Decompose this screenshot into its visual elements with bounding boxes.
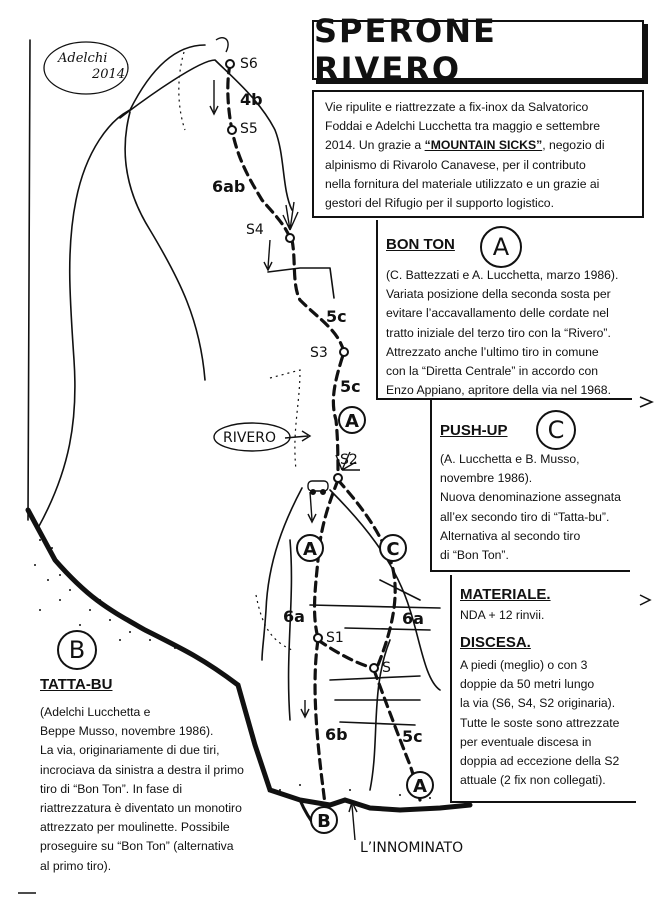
rock-outline-inner	[125, 112, 205, 380]
route-letter-start-b: B	[317, 811, 331, 832]
bon-ton-line-1: (C. Battezzati e A. Lucchetta, marzo 1986).	[386, 268, 619, 282]
tatta-bu-line-4: incrociava da sinistra a destra il primo	[40, 762, 244, 777]
push-up-line-1: (A. Lucchetta e B. Musso,	[440, 452, 580, 466]
bon-ton-text	[386, 266, 648, 400]
grade-s1-a: 6a	[283, 607, 305, 626]
tatta-bu-heading: TATTA-BU	[40, 676, 113, 693]
tatta-bu-letter: B	[57, 630, 97, 670]
push-up-heading: PUSH-UP	[440, 422, 508, 439]
push-up-text	[440, 450, 640, 565]
bon-ton-line-2: Variata posizione della seconda sosta per	[386, 287, 611, 302]
rock-outline-lower	[262, 488, 302, 660]
dotted-line-middle	[270, 370, 300, 470]
signature-name: Adelchi	[58, 51, 108, 66]
page-title: SPERONE RIVERO	[312, 20, 644, 80]
belay-s	[370, 664, 378, 672]
tatta-bu-line-9: al primo tiro).	[40, 858, 112, 873]
tatta-bu-line-6: riattrezzatura è diventato un monotiro	[40, 801, 242, 816]
grade-b-s1: 6b	[325, 725, 348, 744]
belay-label-s4: S4	[246, 222, 264, 238]
discesa-line-5: per eventuale discesa in	[460, 734, 592, 749]
rock-slab-lines	[310, 580, 440, 725]
bon-ton-line-4: tratto iniziale del terzo tiro con la “Rivero”.	[386, 325, 611, 340]
grade-s-c: 6a	[402, 609, 424, 628]
tatta-bu-line-5: tiro di “Bon Ton”. In fase di	[40, 781, 183, 796]
bon-ton-heading: BON TON	[386, 236, 455, 253]
push-up-line-4: all’ex secondo tiro di “Tatta-bu”.	[440, 509, 610, 524]
materiale-text: NDA + 12 rinvii.	[460, 608, 545, 622]
belay-label-s6: S6	[240, 56, 258, 72]
intro-line-2: Foddai e Adelchi Lucchetta tra maggio e settembre	[325, 119, 601, 134]
grade-s4-s3: 5c	[326, 307, 347, 326]
belay-s1	[314, 634, 322, 642]
push-up-line-2: novembre 1986).	[440, 471, 533, 486]
route-letter-left-a: A	[303, 539, 317, 560]
bon-ton-line-5: Attrezzato anche l’ultimo tiro in comune	[386, 344, 599, 359]
belay-label-s3: S3	[310, 345, 328, 361]
intro-line-5: nella fornitura del materiale utilizzato e un grazie ai	[325, 176, 600, 191]
intro-line-4: alpinismo di Rivarolo Canavese, per il contributo	[325, 157, 586, 172]
dotted-line-upper	[179, 52, 185, 130]
belay-label-s2: S2	[340, 452, 358, 468]
intro-text	[325, 98, 632, 213]
bon-ton-letter: A	[480, 226, 522, 268]
intro-line-1: Vie ripulite e riattrezzate a fix-inox da Salvatorico	[325, 100, 589, 114]
mountain-sicks-brand: “MOUNTAIN SICKS”	[424, 138, 543, 153]
vehicles	[308, 481, 328, 494]
grade-s3-s2: 5c	[340, 377, 361, 396]
belay-s4	[286, 234, 294, 242]
discesa-line-7: attuale (2 fix non collegati).	[460, 773, 606, 788]
route-letter-right-c: C	[386, 539, 400, 560]
innominato-label: L’INNOMINATO	[360, 840, 464, 856]
arrow-s6-curl	[216, 38, 228, 52]
route-letter-upper-a: A	[345, 411, 359, 432]
rivero-label: RIVERO	[223, 430, 277, 446]
intro-line-3-post: , negozio di	[542, 138, 605, 153]
discesa-line-2: doppie da 50 metri lungo	[460, 677, 595, 692]
push-up-letter: C	[536, 410, 576, 450]
intro-box	[312, 90, 644, 218]
rock-ledge	[268, 268, 334, 298]
grade-s5-s4: 6ab	[212, 177, 246, 196]
push-up-line-5: Alternativa al secondo tiro	[440, 528, 581, 543]
rock-outline-left	[28, 40, 205, 528]
belay-s6	[226, 60, 234, 68]
tatta-bu-line-1: (Adelchi Lucchetta e	[40, 705, 151, 719]
push-up-line-3: Nuova denominazione assegnata	[440, 490, 621, 505]
tatta-bu-text	[40, 703, 280, 876]
intro-line-6: gestori del Rifugio per il supporto logistico.	[325, 196, 554, 211]
discesa-line-6: doppia ad eccezione della S2	[460, 754, 620, 769]
bon-ton-line-6: con la “Diretta Centrale” in accordo con	[386, 364, 599, 379]
arrow-tatta-down	[301, 700, 309, 717]
belay-label-s5: S5	[240, 121, 258, 137]
rappel-line-s4	[268, 240, 270, 268]
belay-label-s: S	[382, 660, 391, 676]
discesa-text	[460, 656, 640, 790]
discesa-line-3: la via (S6, S4, S2 originaria).	[460, 696, 616, 711]
belay-label-s1: S1	[326, 630, 344, 646]
discesa-heading: DISCESA.	[460, 634, 531, 651]
grade-a-s: 5c	[402, 727, 423, 746]
belay-s3	[340, 348, 348, 356]
rivero-pointer	[285, 436, 308, 438]
innominato-arrow	[352, 805, 355, 840]
rappel-line-s2	[310, 492, 312, 520]
bon-ton-line-3: evitare l’accavallamento delle cordate nel	[386, 306, 609, 321]
discesa-line-1: A piedi (meglio) o con 3	[460, 658, 588, 672]
discesa-line-4: Tutte le soste sono attrezzate	[460, 715, 620, 730]
push-up-line-6: di “Bon Ton”.	[440, 548, 509, 563]
grade-s6-s5: 4b	[240, 90, 263, 109]
materiale-heading: MATERIALE.	[460, 586, 551, 603]
edge-mark-right-2	[640, 595, 650, 605]
rock-crack-left	[289, 540, 292, 720]
intro-line-3-pre: 2014. Un grazie a	[325, 138, 425, 153]
signature-year: 2014	[92, 67, 126, 82]
tatta-bu-line-7: attrezzato per moulinette. Possibile	[40, 820, 230, 835]
route-letter-start-a: A	[413, 776, 427, 797]
belay-s5	[228, 126, 236, 134]
belay-s2	[334, 474, 342, 482]
tatta-bu-line-8: proseguire su “Bon Ton” (alternativa	[40, 839, 234, 854]
intro-line-3	[325, 136, 632, 155]
bon-ton-line-7: Enzo Appiano, apritore della via nel 1968.	[386, 383, 611, 398]
tatta-bu-line-2: Beppe Musso, novembre 1986).	[40, 724, 214, 739]
tatta-bu-line-3: La via, originariamente di due tiri,	[40, 743, 220, 758]
